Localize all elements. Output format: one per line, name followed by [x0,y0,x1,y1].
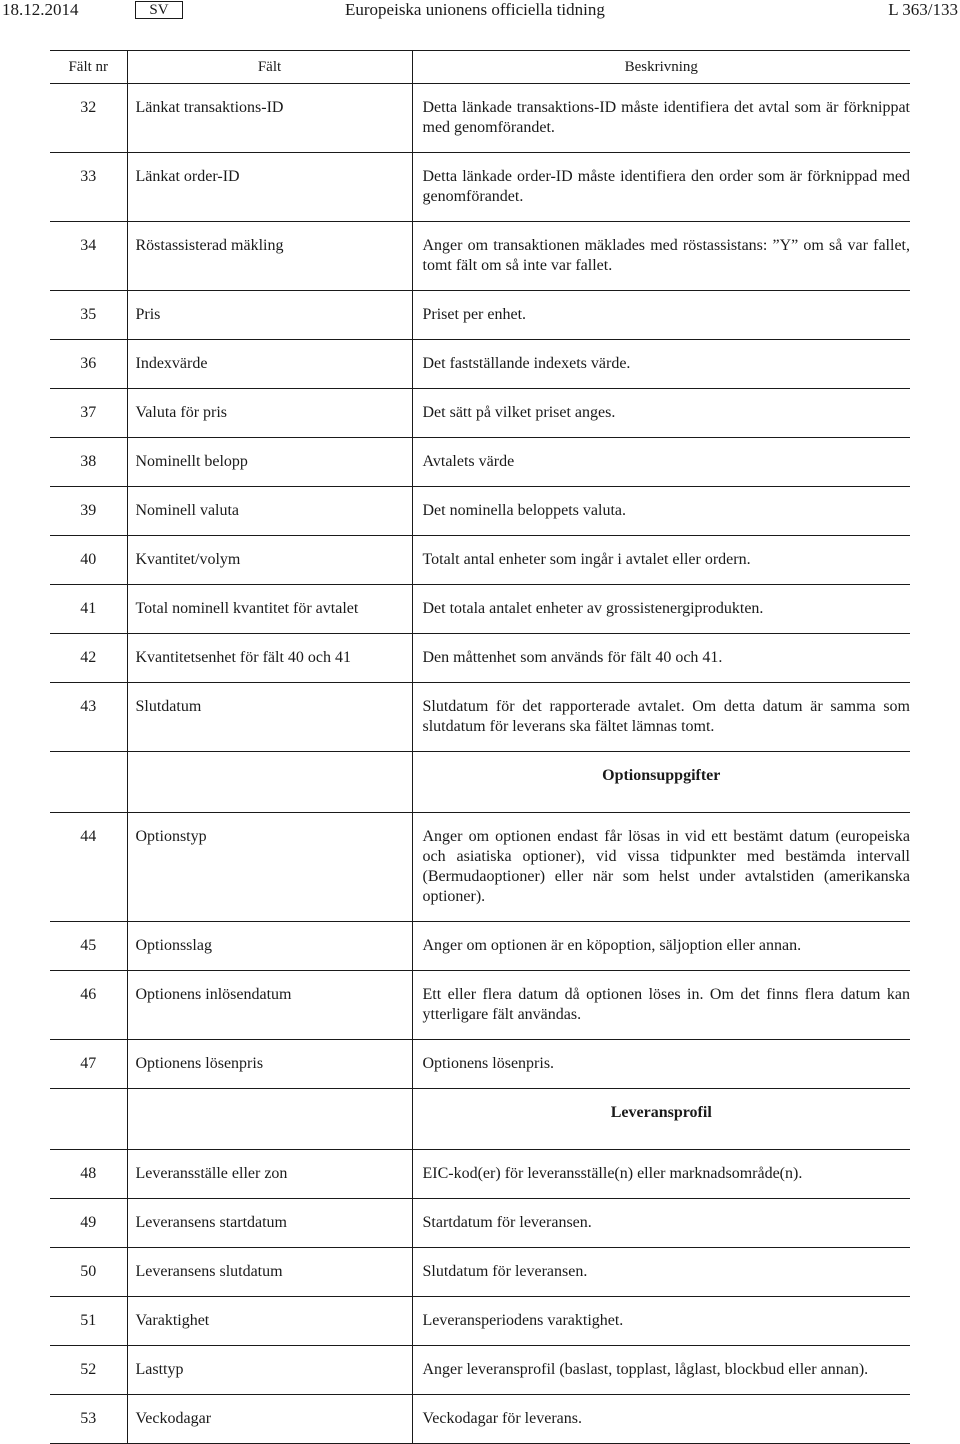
field-description: Anger leveransprofil (baslast, topplast, låglast, blockbud eller annan). [422,1361,869,1378]
field-description: Priset per enhet. [422,306,527,323]
field-number: 40 [80,551,97,568]
field-name: Valuta för pris [127,389,412,438]
journal-title: Europeiska unionens officiella tidning [345,0,605,19]
field-name: Slutdatum [127,683,412,752]
table-row [50,971,910,1040]
field-description: Slutdatum för det rapporterade avtalet. Om detta datum är samma som slutdatum för leverans ska fältet lämnas tomt. [422,698,910,735]
field-description: Totalt antal enheter som ingår i avtalet eller ordern. [422,551,751,568]
field-description: Det sätt på vilket priset anges. [422,404,616,421]
field-number: 32 [80,99,97,116]
section-heading-row [50,1089,910,1150]
field-name: Nominellt belopp [127,438,412,487]
field-name: Kvantitetsenhet för fält 40 och 41 [127,634,412,683]
field-number: 52 [80,1361,97,1378]
column-header-nr: Fält nr [68,59,109,75]
field-number: 33 [80,168,97,185]
field-name: Optionsslag [127,922,412,971]
table-row [50,813,910,922]
field-name: Optionstyp [127,813,412,922]
field-number: 34 [80,237,97,254]
table-row [50,683,910,752]
table-row [50,922,910,971]
field-number: 53 [80,1410,97,1427]
field-number: 43 [80,698,97,715]
field-description: Slutdatum för leveransen. [422,1263,588,1280]
field-description: EIC-kod(er) för leveransställe(n) eller marknadsområde(n). [422,1165,803,1182]
table-row [50,291,910,340]
table-row [50,84,910,153]
field-number: 48 [80,1165,97,1182]
field-number: 41 [80,600,97,617]
table-row [50,487,910,536]
field-name: Kvantitet/volym [127,536,412,585]
table-row [50,389,910,438]
field-description: Detta länkade transaktions-ID måste identifiera det avtal som är förknippat med genomförandet. [422,99,910,136]
table-body [50,84,910,1444]
field-number: 51 [80,1312,97,1329]
field-description: Det totala antalet enheter av grossistenergiprodukten. [422,600,764,617]
section-heading-row [50,752,910,813]
section-heading: Optionsuppgifter [602,767,721,784]
field-number: 45 [80,937,97,954]
field-name: Veckodagar [127,1395,412,1444]
empty-cell [127,1089,412,1150]
field-name: Pris [127,291,412,340]
field-description: Veckodagar för leverans. [422,1410,582,1427]
empty-cell [127,752,412,813]
field-name: Länkat order-ID [127,153,412,222]
field-description: Det nominella beloppets valuta. [422,502,626,519]
field-description: Det fastställande indexets värde. [422,355,631,372]
table-row [50,585,910,634]
table-row [50,1150,910,1199]
table-row [50,153,910,222]
language-badge: SV [135,1,183,19]
table-row [50,1346,910,1395]
field-name: Leveransställe eller zon [127,1150,412,1199]
column-header-field: Fält [127,51,412,84]
field-description: Anger om optionen endast får lösas in vid ett bestämt datum (europeiska och asiatiska optioner), vid vissa tidpunkter med bestämda intervall (Bermudaoptioner) eller när som helst under avtalstiden (amerikanska optioner). [422,828,910,905]
field-description: Optionens lösenpris. [422,1055,555,1072]
field-description: Leveransperiodens varaktighet. [422,1312,624,1329]
field-number: 46 [80,986,97,1003]
field-number: 37 [80,404,97,421]
field-number: 35 [80,306,97,323]
field-description: Avtalets värde [422,453,515,470]
section-heading: Leveransprofil [610,1104,712,1121]
table-row [50,1297,910,1346]
field-name: Optionens lösenpris [127,1040,412,1089]
field-number: 38 [80,453,97,470]
field-name: Varaktighet [127,1297,412,1346]
field-description: Startdatum för leveransen. [422,1214,592,1231]
empty-cell [50,1089,127,1150]
publication-date: 18.12.2014 [2,0,79,19]
field-number: 50 [80,1263,97,1280]
field-number: 47 [80,1055,97,1072]
table-row [50,222,910,291]
field-number: 39 [80,502,97,519]
empty-cell [50,752,127,813]
field-description: Anger om transaktionen mäklades med röstassistans: ”Y” om så var fallet, tomt fält om så inte var fallet. [422,237,910,274]
table-header-row [50,51,910,84]
field-name: Leveransens slutdatum [127,1248,412,1297]
field-number: 44 [80,828,97,845]
table-row [50,1395,910,1444]
page-header [0,0,960,22]
field-name: Lasttyp [127,1346,412,1395]
field-name: Nominell valuta [127,487,412,536]
field-table [50,50,910,1444]
column-header-description: Beskrivning [624,59,698,75]
table-row [50,340,910,389]
field-name: Länkat transaktions-ID [127,84,412,153]
table-row [50,438,910,487]
field-name: Total nominell kvantitet för avtalet [127,585,412,634]
field-description: Den måttenhet som används för fält 40 och 41. [422,649,723,666]
field-name: Indexvärde [127,340,412,389]
field-description: Detta länkade order-ID måste identifiera den order som är förknippad med genomförandet. [422,168,910,205]
field-name: Röstassisterad mäkling [127,222,412,291]
field-description: Anger om optionen är en köpoption, säljoption eller annan. [422,937,802,954]
table-row [50,634,910,683]
table-row [50,1248,910,1297]
table-row [50,1199,910,1248]
field-name: Leveransens startdatum [127,1199,412,1248]
table-row [50,1040,910,1089]
field-name: Optionens inlösendatum [127,971,412,1040]
field-number: 49 [80,1214,97,1231]
page-reference: L 363/133 [888,0,958,19]
table-row [50,536,910,585]
field-description: Ett eller flera datum då optionen löses in. Om det finns flera datum kan ytterligare fält användas. [422,986,910,1023]
field-number: 36 [80,355,97,372]
field-number: 42 [80,649,97,666]
